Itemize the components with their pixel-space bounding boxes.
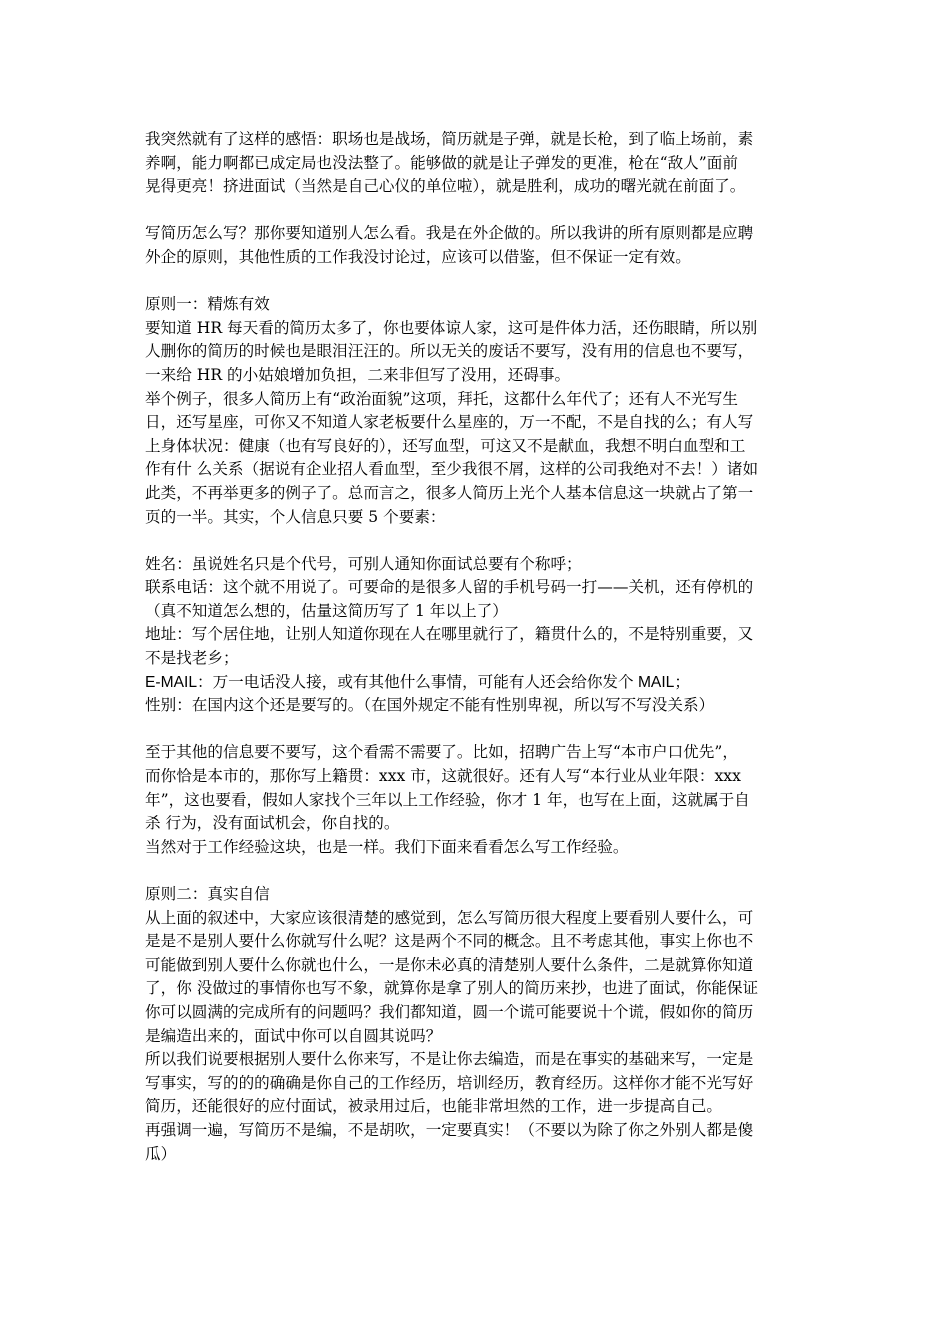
text-line: 此类，不再举更多的例子了。总而言之，很多人简历上光个人基本信息这一块就占了第一 xyxy=(145,483,754,502)
text-line: 是是不是别人要什么你就写什么呢？这是两个不同的概念。且不考虑其他，事实上你也不 xyxy=(145,932,754,951)
text-line: 页的一半。其实，个人信息只要 5 个要素： xyxy=(145,507,446,526)
text-line: 日，还写星座，可你又不知道人家老板要什么星座的，万一不配，不是自找的么；有人写 xyxy=(145,413,754,432)
text-line: 举个例子，很多人简历上有“政治面貌”这项，拜托，这都什么年代了；还有人不光写生 xyxy=(145,389,738,408)
text-line: 瓜） xyxy=(145,1144,177,1163)
list-item: E-MAIL：万一电话没人接，或有其他什么事情，可能有人还会给你发个 MAIL； xyxy=(145,673,690,691)
text-line: 当然对于工作经验这块，也是一样。我们下面来看看怎么写工作经验。 xyxy=(145,837,629,856)
text-line: 养啊，能力啊都已成定局也没法整了。能够做的就是让子弹发的更准，枪在“敌人”面前 xyxy=(145,153,738,172)
section-principle-one xyxy=(145,293,813,529)
text-line: 晃得更亮！挤进面试（当然是自己心仪的单位啦），就是胜利，成功的曙光就在前面了。 xyxy=(145,177,746,196)
document-body xyxy=(145,128,813,1166)
text-line: 写事实，写的的的确确是你自己的工作经历，培训经历，教育经历。这样你才能不光写好 xyxy=(145,1073,754,1092)
text-line: 了，你 没做过的事情你也写不象，就算你是拿了别人的简历来抄，也进了面试，你能保证 xyxy=(145,979,759,998)
section-principle-two xyxy=(145,883,813,1166)
text-line: 我突然就有了这样的感悟：职场也是战场，简历就是子弹，就是长枪，到了临上场前，素 xyxy=(145,130,754,148)
text-line: 外企的原则，其他性质的工作我没讨论过，应该可以借鉴，但不保证一定有效。 xyxy=(145,247,691,266)
paragraph-gap xyxy=(145,529,813,553)
text-line: 所以我们说要根据别人要什么你来写，不是让你去编造，而是在事实的基础来写，一定是 xyxy=(145,1050,754,1069)
list-item: 联系电话：这个就不用说了。可要命的是很多人留的手机号码一打——关机，还有停机的 xyxy=(145,578,754,597)
text-line: 一来给 HR 的小姑娘增加负担，二来非但写了没用，还碍事。 xyxy=(145,365,571,384)
list-item: 姓名：虽说姓名只是个代号，可别人通知你面试总要有个称呼； xyxy=(145,554,582,573)
section-heading: 原则二：真实自信 xyxy=(145,885,270,903)
text-line: 再强调一遍，写简历不是编，不是胡吹，一定要真实！（不要以为除了你之外别人都是傻 xyxy=(145,1120,754,1139)
section-heading: 原则一：精炼有效 xyxy=(145,295,270,314)
list-personal-info xyxy=(145,553,813,718)
paragraph-other-info xyxy=(145,741,813,859)
text-line: 从上面的叙述中，大家应该很清楚的感觉到，怎么写简历很大程度上要看别人要什么，可 xyxy=(145,908,754,927)
text-line: 杀 行为，没有面试机会，你自找的。 xyxy=(145,814,400,833)
text-line: 上身体状况：健康（也有写良好的），还写血型，可这又不是献血，我想不明白血型和工 xyxy=(145,436,746,455)
paragraph-gap xyxy=(145,718,813,742)
paragraph-gap xyxy=(145,270,813,294)
paragraph-gap xyxy=(145,199,813,223)
text-line: 年”，这也要看，假如人家找个三年以上工作经验，你才 1 年，也写在上面，这就属于自 xyxy=(145,790,750,809)
list-item: （真不知道怎么想的，估量这简历写了 1 年以上了） xyxy=(145,601,508,620)
text-line: 简历，还能很好的应付面试，被录用过后，也能非常坦然的工作，进一步提高自己。 xyxy=(145,1097,722,1116)
text-line: 可能做到别人要什么你就也什么，一是你未必真的清楚别人要什么条件，二是就算你知道 xyxy=(145,955,754,974)
paragraph-intro xyxy=(145,128,813,199)
text-line: 而你恰是本市的，那你写上籍贯：xxx 市，这就很好。还有人写“本行业从业年限：xxx xyxy=(145,767,741,786)
paragraph-how-to-write xyxy=(145,222,813,269)
list-item: 性别：在国内这个还是要写的。（在国外规定不能有性别卑视，所以写不写没关系） xyxy=(145,696,715,715)
text-line: 要知道 HR 每天看的简历太多了，你也要体谅人家，这可是件体力活，还伤眼睛，所以别 xyxy=(145,318,758,337)
text-line: 作有什 么关系（据说有企业招人看血型，至少我很不屑，这样的公司我绝对不去！）诸如 xyxy=(145,460,759,479)
list-item: 地址：写个居住地，让别人知道你现在人在哪里就行了，籍贯什么的，不是特别重要，又 xyxy=(145,625,754,644)
text-line: 是编造出来的，面试中你可以自圆其说吗？ xyxy=(145,1026,442,1045)
paragraph-gap xyxy=(145,859,813,883)
text-line: 至于其他的信息要不要写，这个看需不需要了。比如，招聘广告上写“本市户口优先”， xyxy=(145,743,738,762)
text-line: 人删你的简历的时候也是眼泪汪汪的。所以无关的废话不要写，没有用的信息也不要写， xyxy=(145,342,754,361)
list-item: 不是找老乡； xyxy=(145,649,239,668)
text-line: 写简历怎么写？那你要知道别人怎么看。我是在外企做的。所以我讲的所有原则都是应聘 xyxy=(145,224,754,243)
text-line: 你可以圆满的完成所有的问题吗？我们都知道，圆一个谎可能要说十个谎，假如你的简历 xyxy=(145,1002,754,1021)
